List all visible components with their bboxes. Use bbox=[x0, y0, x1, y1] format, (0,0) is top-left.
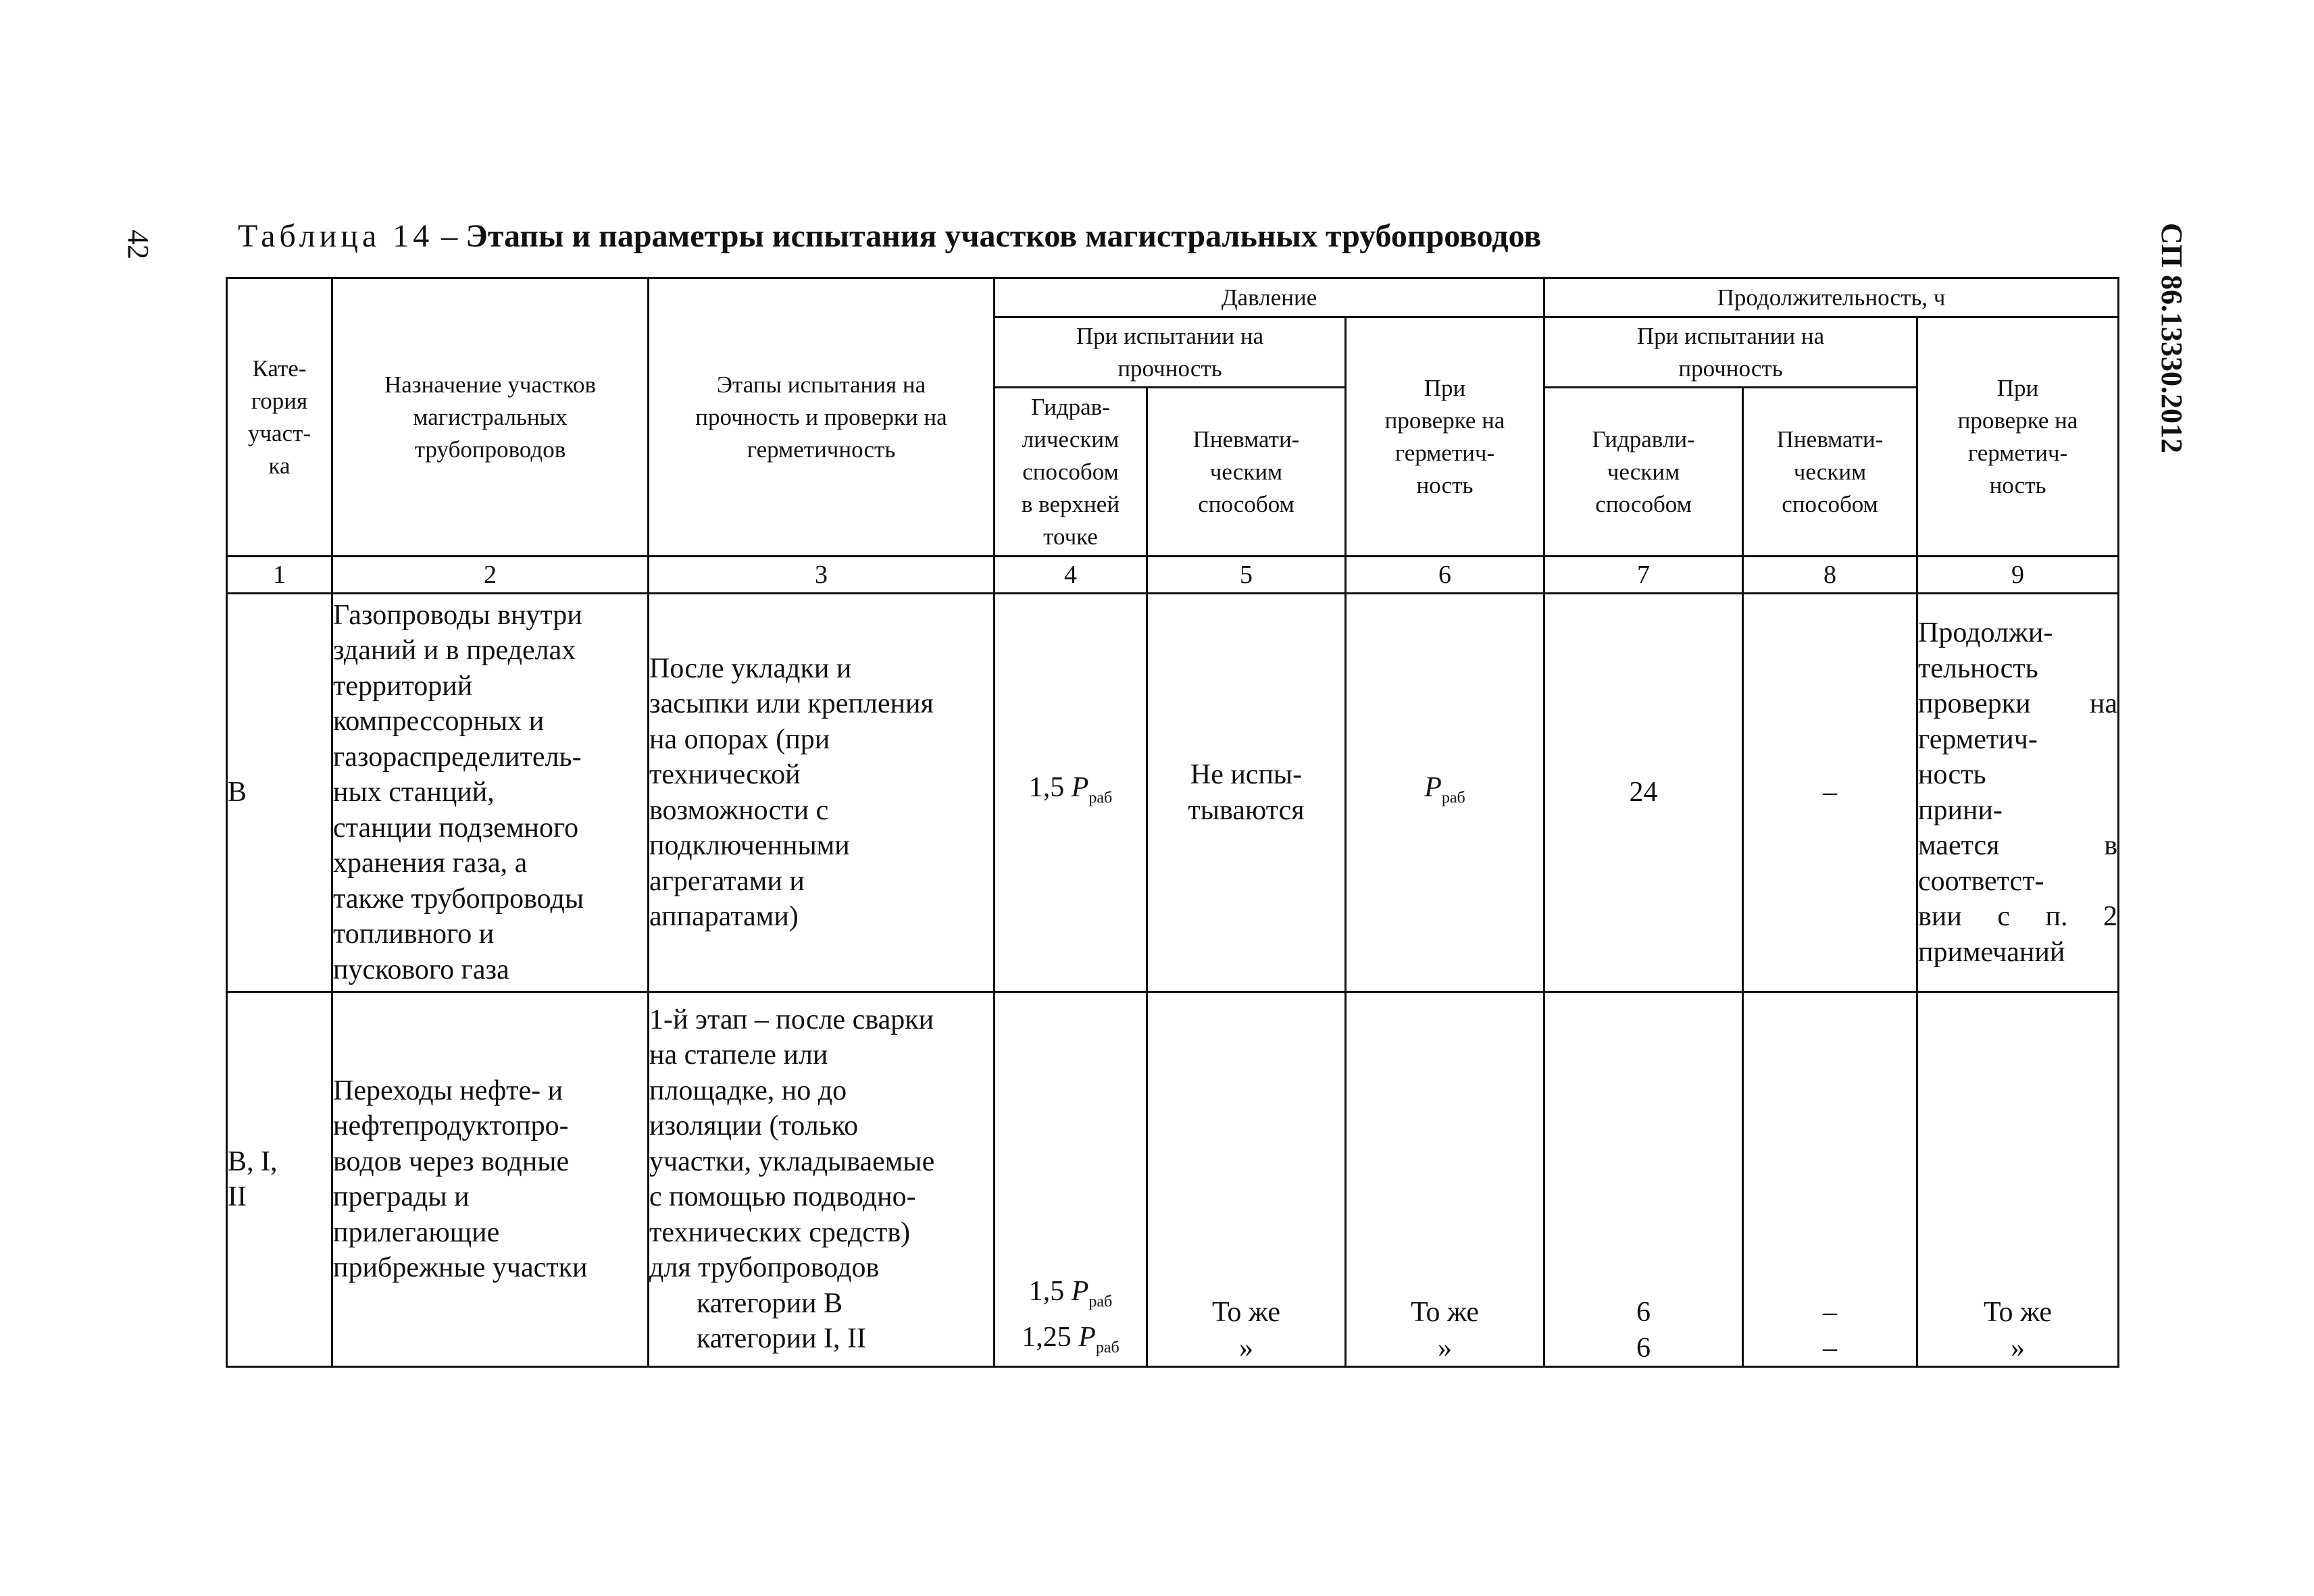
row1-pneumatic-pressure: Не испы- тываются bbox=[1147, 594, 1346, 992]
row1-duration-hydraulic: 24 bbox=[1544, 594, 1743, 992]
document-code: СП 86.13330.2012 bbox=[2155, 223, 2188, 453]
table-caption-label: Таблица 14 bbox=[238, 218, 434, 254]
header-purpose: Назначение участков магистральных трубопроводов bbox=[332, 278, 649, 557]
header-duration-strength-test: При испытании на прочность bbox=[1544, 317, 1917, 388]
row1-stages: После укладки и засыпки или крепления на опорах (при технической возможности с подключенными агрегатами и аппаратами) bbox=[649, 594, 995, 992]
header-pressure-hydraulic-top: Гидрав- лическим способом в верхней точке bbox=[995, 388, 1147, 557]
row2-stages: 1-й этап – после сварки на стапеле или площадке, но до изоляции (только участки, укладываемые с помощью подводно- технических средств) для трубопроводов категории В категории I, II bbox=[649, 992, 995, 1367]
row1-purpose: Газопроводы внутри зданий и в пределах территорий компрессорных и газораспределитель- ных станций, станции подземного хранения газа, а также трубопроводы топливного и пускового газа bbox=[332, 594, 649, 992]
table-caption-title: Этапы и параметры испытания участков магистральных трубопроводов bbox=[466, 218, 1542, 254]
header-duration: Продолжительность, ч bbox=[1544, 278, 2119, 317]
row1-leak-pressure: $P_{раб}$ bbox=[1346, 594, 1544, 992]
column-numbers-row bbox=[227, 557, 2119, 594]
column-number: 7 bbox=[1544, 557, 1743, 594]
table-caption-dash: – bbox=[433, 218, 466, 254]
row1-duration-leak: Продолжи- тельность проверки на герметич- ность прини- мается в соответст- вии с п. 2 примечаний bbox=[1917, 594, 2119, 992]
header-duration-leak-check: При проверке на герметич- ность bbox=[1917, 317, 2119, 557]
table-row bbox=[227, 992, 2119, 1367]
row2-subcategory: категории В bbox=[697, 1287, 842, 1319]
row2-leak-pressure: То же » bbox=[1346, 992, 1544, 1367]
column-number: 1 bbox=[227, 557, 332, 594]
header-stages: Этапы испытания на прочность и проверки на герметичность bbox=[649, 278, 995, 557]
header-pressure-strength-test: При испытании на прочность bbox=[995, 317, 1346, 388]
row2-subcategory: категории I, II bbox=[697, 1323, 866, 1354]
row2-duration-leak: То же » bbox=[1917, 992, 2119, 1367]
column-number: 2 bbox=[332, 557, 649, 594]
column-number: 8 bbox=[1743, 557, 1917, 594]
header-duration-pneumatic: Пневмати- ческим способом bbox=[1743, 388, 1917, 557]
row2-pneumatic-pressure: То же » bbox=[1147, 992, 1346, 1367]
column-number: 3 bbox=[649, 557, 995, 594]
column-number: 6 bbox=[1346, 557, 1544, 594]
row2-hydraulic-pressure: 1,5 $P_{раб}$ 1,25 $P_{раб}$ bbox=[995, 992, 1147, 1367]
row1-hydraulic-pressure: 1,5 $P_{раб}$ bbox=[995, 594, 1147, 992]
row2-category: В, I, II bbox=[227, 992, 332, 1367]
row2-duration-pneumatic: – – bbox=[1743, 992, 1917, 1367]
table-caption bbox=[238, 217, 1541, 255]
header-pressure-leak-check: При проверке на герметич- ность bbox=[1346, 317, 1544, 557]
header-pressure: Давление bbox=[995, 278, 1544, 317]
column-number: 9 bbox=[1917, 557, 2119, 594]
page-number: 42 bbox=[122, 230, 155, 259]
column-number: 5 bbox=[1147, 557, 1346, 594]
row2-duration-hydraulic: 6 6 bbox=[1544, 992, 1743, 1367]
row2-purpose: Переходы нефте- и нефтепродуктопро- водов через водные преграды и прилегающие прибрежные участки bbox=[332, 992, 649, 1367]
row1-category: В bbox=[227, 594, 332, 992]
table-row bbox=[227, 594, 2119, 992]
column-number: 4 bbox=[995, 557, 1147, 594]
header-category: Кате- гория участ- ка bbox=[227, 278, 332, 557]
test-parameters-table bbox=[226, 277, 2119, 1368]
header-pressure-pneumatic: Пневмати- ческим способом bbox=[1147, 388, 1346, 557]
header-duration-hydraulic: Гидравли- ческим способом bbox=[1544, 388, 1743, 557]
row1-duration-pneumatic: – bbox=[1743, 594, 1917, 992]
